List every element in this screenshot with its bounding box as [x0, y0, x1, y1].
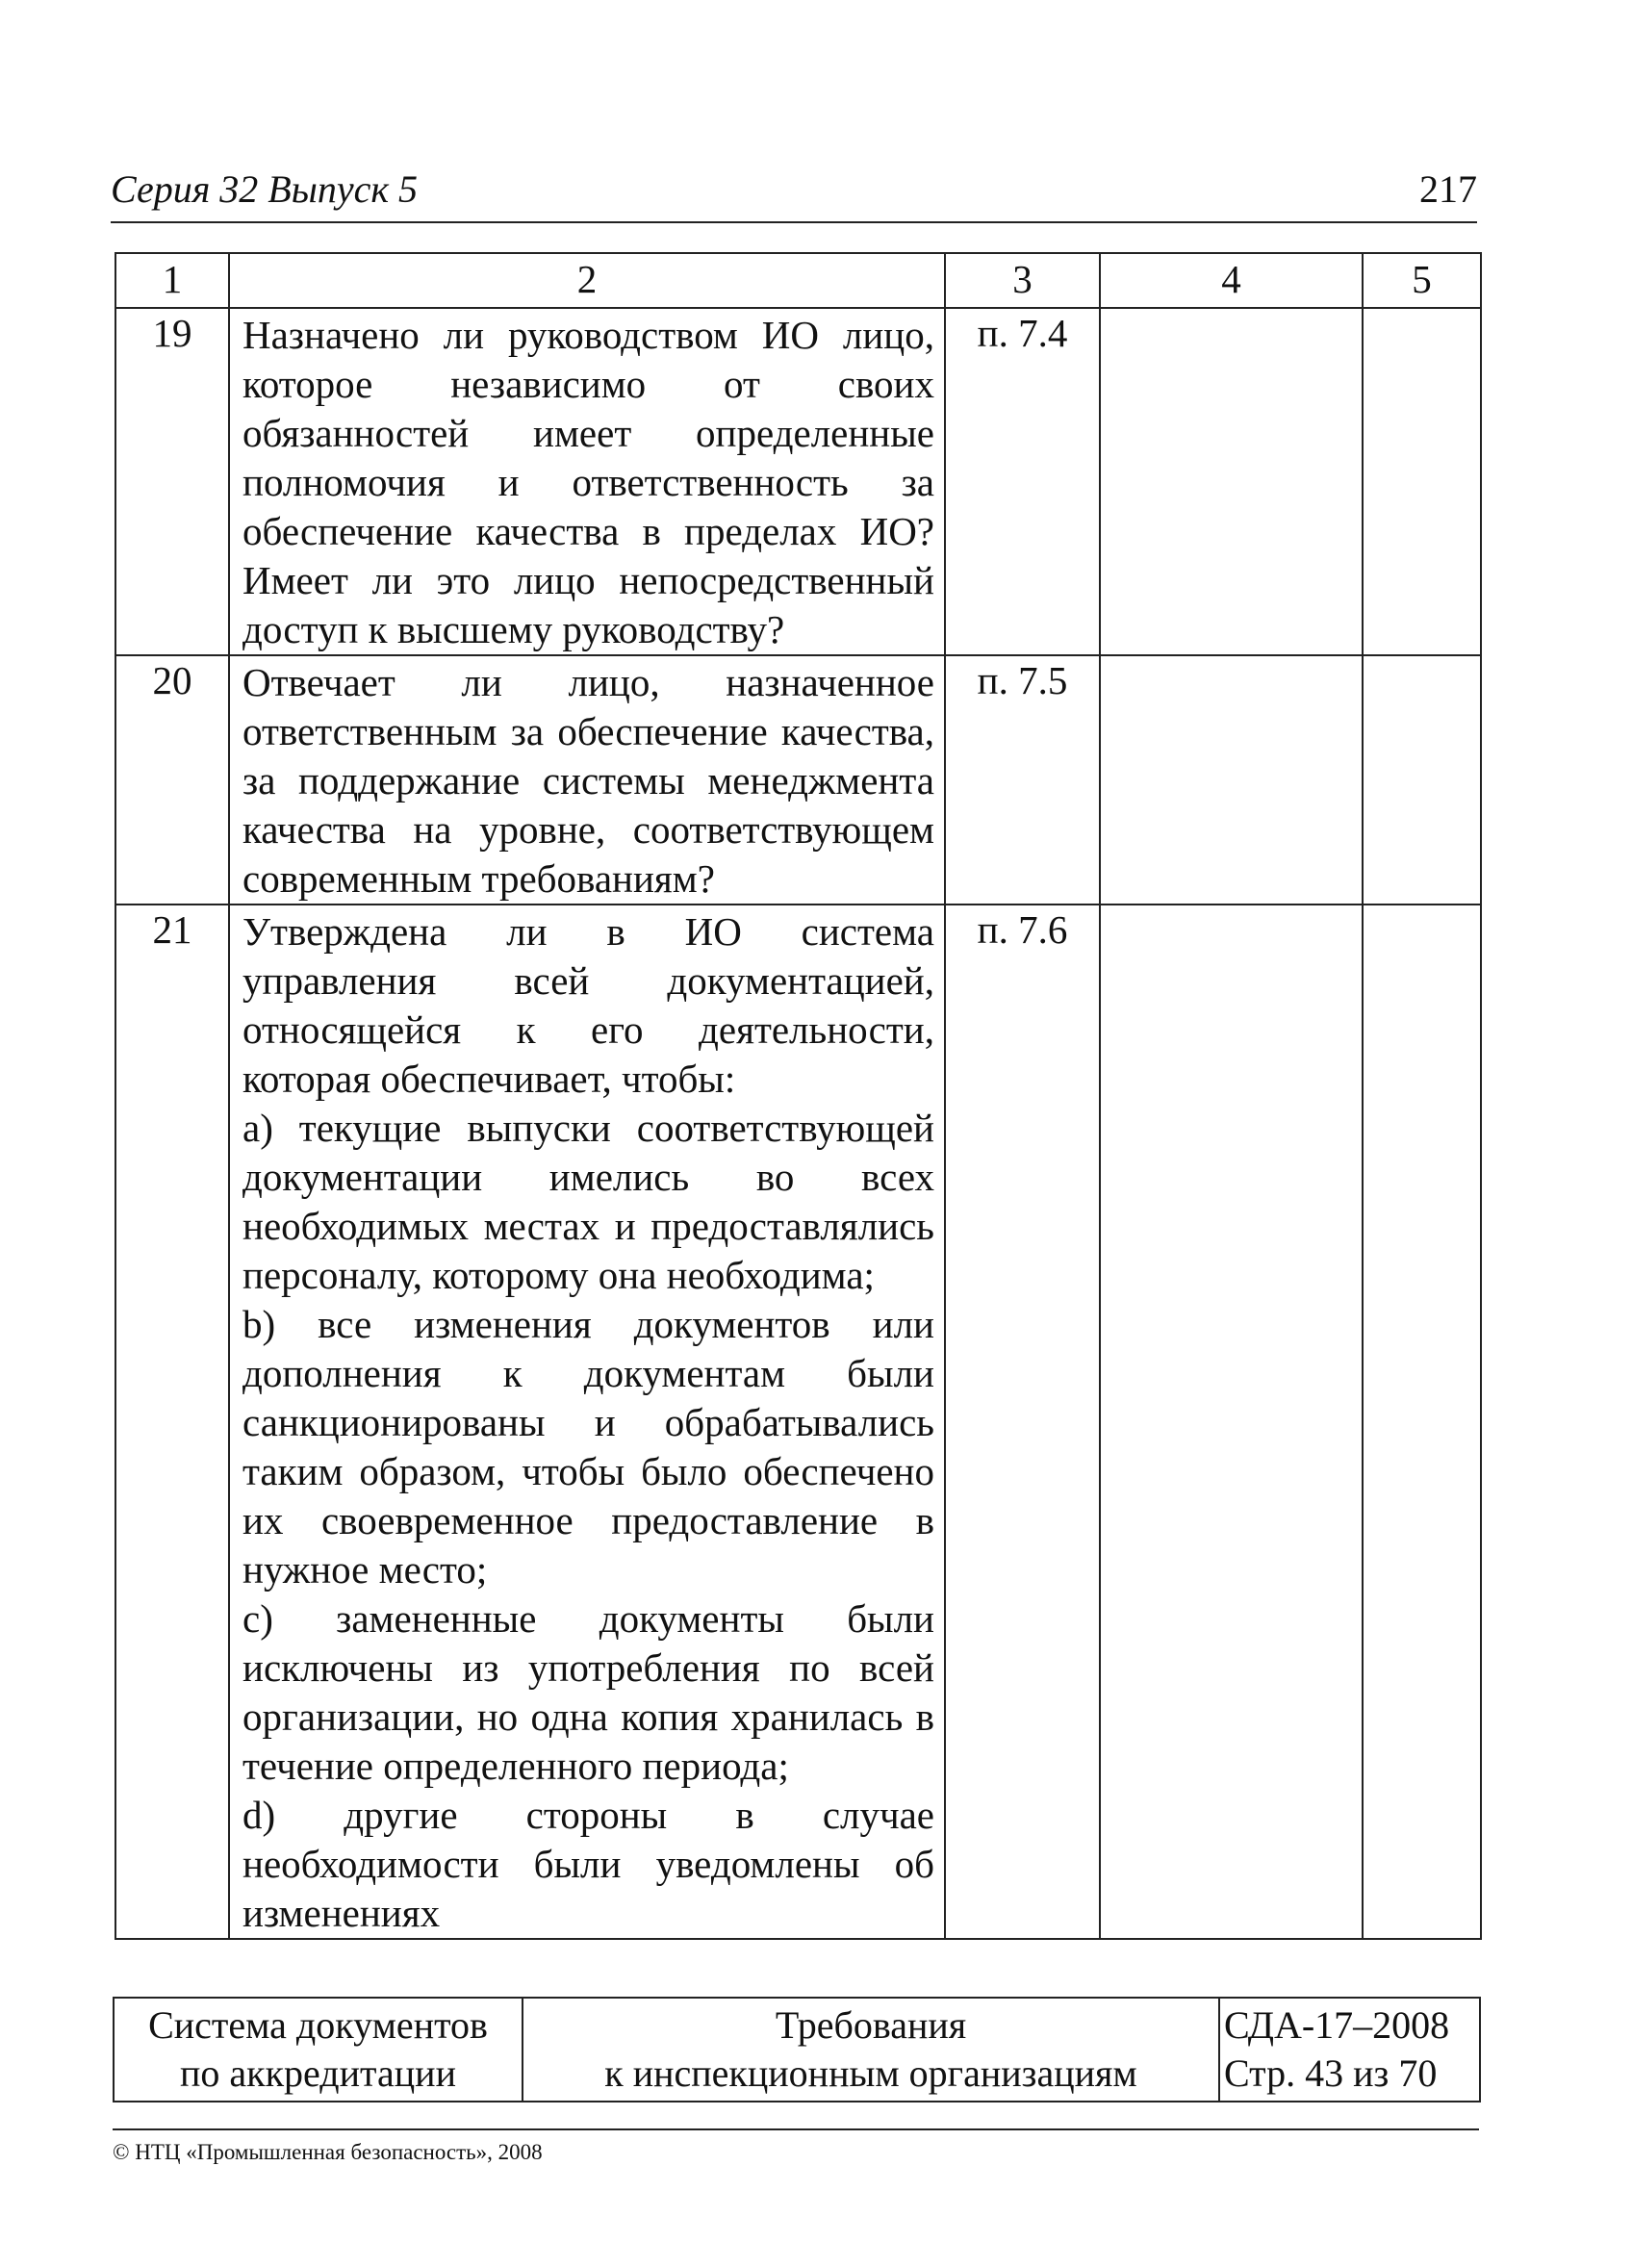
- copyright-notice: © НТЦ «Промышленная безопасность», 2008: [113, 2140, 543, 2164]
- question-text: [229, 308, 945, 655]
- page-header: [111, 166, 1477, 223]
- question-text: [229, 905, 945, 1939]
- col-header-1: 1: [115, 253, 229, 308]
- question-item-a: a) текущие выпуски соответствующей документации имелись во всех необходимых местах и предоставлялись персоналу, которому она необходима;: [242, 1106, 934, 1297]
- col-header-3: 3: [945, 253, 1100, 308]
- col-header-5: 5: [1363, 253, 1481, 308]
- col-header-2: 2: [229, 253, 945, 308]
- checklist-table: [115, 252, 1482, 1940]
- question-paragraph: Назначено ли руководством ИО лицо, которое независимо от своих обязанностей имеет определенные полномочия и ответственность за обеспечение качества в пределах ИО? Имеет ли это лицо непосредственный доступ к высшему руководству?: [242, 313, 934, 651]
- page-of-total: Стр. 43 из 70: [1224, 2051, 1438, 2095]
- column-4-cell: [1100, 655, 1363, 905]
- document-title-line-1: Требования: [775, 2003, 967, 2047]
- column-4-cell: [1100, 308, 1363, 655]
- column-4-cell: [1100, 905, 1363, 1939]
- question-text: [229, 655, 945, 905]
- question-paragraph: Отвечает ли лицо, назначенное ответственным за обеспечение качества, за поддержание системы менеджмента качества на уровне, соответствующем современным требованиям?: [242, 660, 934, 901]
- column-5-cell: [1363, 655, 1481, 905]
- document-code: СДА-17–2008: [1224, 2003, 1450, 2047]
- document-system-line-2: по аккредитации: [180, 2051, 456, 2095]
- document-code-cell: [1219, 1998, 1480, 2102]
- document-title-line-2: к инспекционным организациям: [604, 2051, 1137, 2095]
- column-number-row: [115, 253, 1481, 308]
- column-5-cell: [1363, 308, 1481, 655]
- question-paragraph: Утверждена ли в ИО система управления всей документацией, относящейся к его деятельности, которая обеспечивает, чтобы:: [242, 909, 934, 1101]
- question-item-c: c) замененные документы были исключены из употребления по всей организации, но одна копия хранилась в течение определенного периода;: [242, 1596, 934, 1788]
- table-row: [115, 905, 1481, 1939]
- column-5-cell: [1363, 905, 1481, 1939]
- question-item-b: b) все изменения документов или дополнения к документам были санкционированы и обрабатывались таким образом, чтобы было обеспечено их своевременное предоставление в нужное место;: [242, 1302, 934, 1592]
- clause-reference: п. 7.4: [945, 308, 1100, 655]
- row-number: 19: [115, 308, 229, 655]
- series-title: Серия 32 Выпуск 5: [111, 167, 419, 211]
- clause-reference: п. 7.5: [945, 655, 1100, 905]
- question-item-d: d) другие стороны в случае необходимости были уведомлены об изменениях: [242, 1793, 934, 1935]
- table-row: [115, 308, 1481, 655]
- document-title-cell: [523, 1998, 1219, 2102]
- clause-reference: п. 7.6: [945, 905, 1100, 1939]
- footer-divider: [113, 2128, 1479, 2130]
- document-system-line-1: Система документов: [148, 2003, 488, 2047]
- col-header-4: 4: [1100, 253, 1363, 308]
- document-system-cell: [114, 1998, 523, 2102]
- document-footer-table: [113, 1997, 1481, 2102]
- page-number: 217: [1419, 167, 1477, 211]
- table-row: [115, 655, 1481, 905]
- row-number: 21: [115, 905, 229, 1939]
- row-number: 20: [115, 655, 229, 905]
